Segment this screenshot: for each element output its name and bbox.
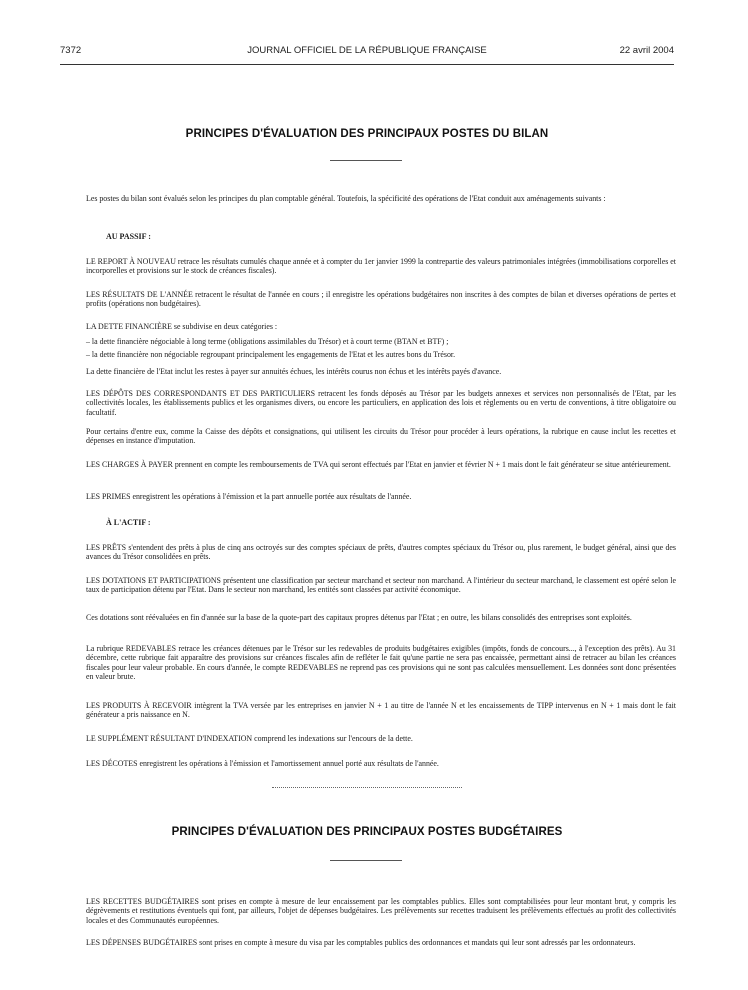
page-number: 7372: [60, 45, 82, 56]
passif-heading: AU PASSIF :: [106, 232, 151, 241]
budget-title: PRINCIPES D'ÉVALUATION DES PRINCIPAUX POSTES BUDGÉTAIRES: [171, 826, 563, 838]
dette-item-2: – la dette financière non négociable regroupant principalement les engagements de l'Etat et les autres bons du Trésor.: [86, 350, 456, 359]
supplement-paragraph: LE SUPPLÉMENT RÉSULTANT D'INDEXATION comprend les indexations sur l'encours de la dette.: [86, 734, 413, 743]
page-header: [60, 45, 674, 61]
dette-item-1: – la dette financière négociable à long terme (obligations assimilables du Trésor) et à court terme (BTAN et BTF) ;: [86, 337, 449, 346]
dotations-paragraph: LES DOTATIONS ET PARTICIPATIONS présentent une classification par secteur marchand et secteur non marchand. A l'intérieur du secteur marchand, le classement est opéré selon le taux de participation détenu par l'Etat. Dans le secteur non marchand, les entités sont classées par activité économique.: [86, 576, 676, 595]
depots-note: Pour certains d'entre eux, comme la Caisse des dépôts et consignations, qui utilisent les circuits du Trésor pour procéder à leurs opérations, la rubrique en cause inclut les recettes et dépenses en instance d'imputation.: [86, 427, 676, 446]
actif-heading: À L'ACTIF :: [106, 518, 151, 527]
bilan-title: PRINCIPES D'ÉVALUATION DES PRINCIPAUX POSTES DU BILAN: [185, 128, 549, 140]
journal-title: JOURNAL OFFICIEL DE LA RÉPUBLIQUE FRANÇAISE: [247, 45, 487, 56]
issue-date: 22 avril 2004: [619, 45, 674, 56]
produits-paragraph: LES PRODUITS À RECEVOIR intègrent la TVA versée par les entreprises en janvier N + 1 au titre de l'année N et les encaissements de TIPP intervenus en N + 1 mais dont le fait générateur a pris naissance en N.: [86, 701, 676, 720]
budget-title-rule: [330, 860, 402, 861]
bilan-intro: Les postes du bilan sont évalués selon les principes du plan comptable général. Toutefois, la spécificité des opérations de l'Etat conduit aux aménagements suivants :: [86, 194, 606, 203]
report-paragraph: LE REPORT À NOUVEAU retrace les résultats cumulés chaque année et à compter du 1er janvier 1999 la contrepartie des valeurs patrimoniales intégrées (immobilisations corporelles et incorporelles et provisions sur le stock de créances fiscales).: [86, 257, 676, 276]
dette-note: La dette financière de l'Etat inclut les restes à payer sur annuités échues, les intérêts courus non échus et les intérêts payés d'avance.: [86, 367, 502, 376]
section-separator: [272, 787, 462, 788]
prets-paragraph: LES PRÊTS s'entendent des prêts à plus de cinq ans octroyés sur des comptes spéciaux de prêts, d'autres comptes spéciaux du Trésor ou, plus rarement, le budget général, ainsi que des avances du Trésor consolidées en prêts.: [86, 543, 676, 562]
dotations-note: Ces dotations sont réévaluées en fin d'année sur la base de la quote-part des capitaux propres détenus par l'Etat ; en outre, les bilans consolidés des entreprises sont exploités.: [86, 613, 632, 622]
bilan-title-rule: [330, 160, 402, 161]
recettes-paragraph: LES RECETTES BUDGÉTAIRES sont prises en compte à mesure de leur encaissement par les comptables publics. Elles sont comptabilisées pour leur montant brut, y compris les dégrèvements et restitutions éventuels qui font, par ailleurs, l'objet de dépenses budgétaires. Les prélèvements sur recettes traduisent les prélèvements effectués au profit des collectivités locales et des Communautés européennes.: [86, 897, 676, 925]
resultats-paragraph: LES RÉSULTATS DE L'ANNÉE retracent le résultat de l'année en cours ; il enregistre les opérations budgétaires non inscrites à des comptes de bilan et diverses opérations de pertes et profits (opérations non budgétaires).: [86, 290, 676, 309]
decotes-paragraph: LES DÉCOTES enregistrent les opérations à l'émission et l'amortissement annuel porté aux résultats de l'année.: [86, 759, 439, 768]
dette-intro: LA DETTE FINANCIÈRE se subdivise en deux catégories :: [86, 322, 278, 331]
primes-paragraph: LES PRIMES enregistrent les opérations à l'émission et la part annuelle portée aux résultats de l'année.: [86, 492, 412, 501]
charges-paragraph: LES CHARGES À PAYER prennent en compte les remboursements de TVA qui seront effectués par l'Etat en janvier et février N + 1 mais dont le fait générateur se situe antérieurement.: [86, 460, 671, 469]
depenses-paragraph: LES DÉPENSES BUDGÉTAIRES sont prises en compte à mesure du visa par les comptables publics des ordonnances et mandats qui leur sont adressés par les ordonnateurs.: [86, 938, 636, 947]
redevables-paragraph: La rubrique REDEVABLES retrace les créances détenues par le Trésor sur les redevables de produits budgétaires exigibles (impôts, fonds de concours..., à l'exception des prêts). Au 31 décembre, cette rubrique fait apparaître des provisions sur créances fiscales afin de refléter le fait qu'une partie ne sera pas encaissée, permettant ainsi de retracer au bilan les créances fiscales pour leur valeur probable. En cours d'année, le compte REDEVABLES ne reprend pas ces provisions qui ne sont pas calculées mensuellement. Les données sont donc présentées en valeur brute.: [86, 644, 676, 681]
depots-paragraph: LES DÉPÔTS DES CORRESPONDANTS ET DES PARTICULIERS retracent les fonds déposés au Trésor par les budgets annexes et services non personnalisés de l'Etat, par les collectivités locales, les établissements publics et les organismes divers, ou encore les particuliers, en application des lois et règlements ou en vertu de conventions, à titre obligatoire ou facultatif.: [86, 389, 676, 417]
header-rule: [60, 64, 674, 65]
